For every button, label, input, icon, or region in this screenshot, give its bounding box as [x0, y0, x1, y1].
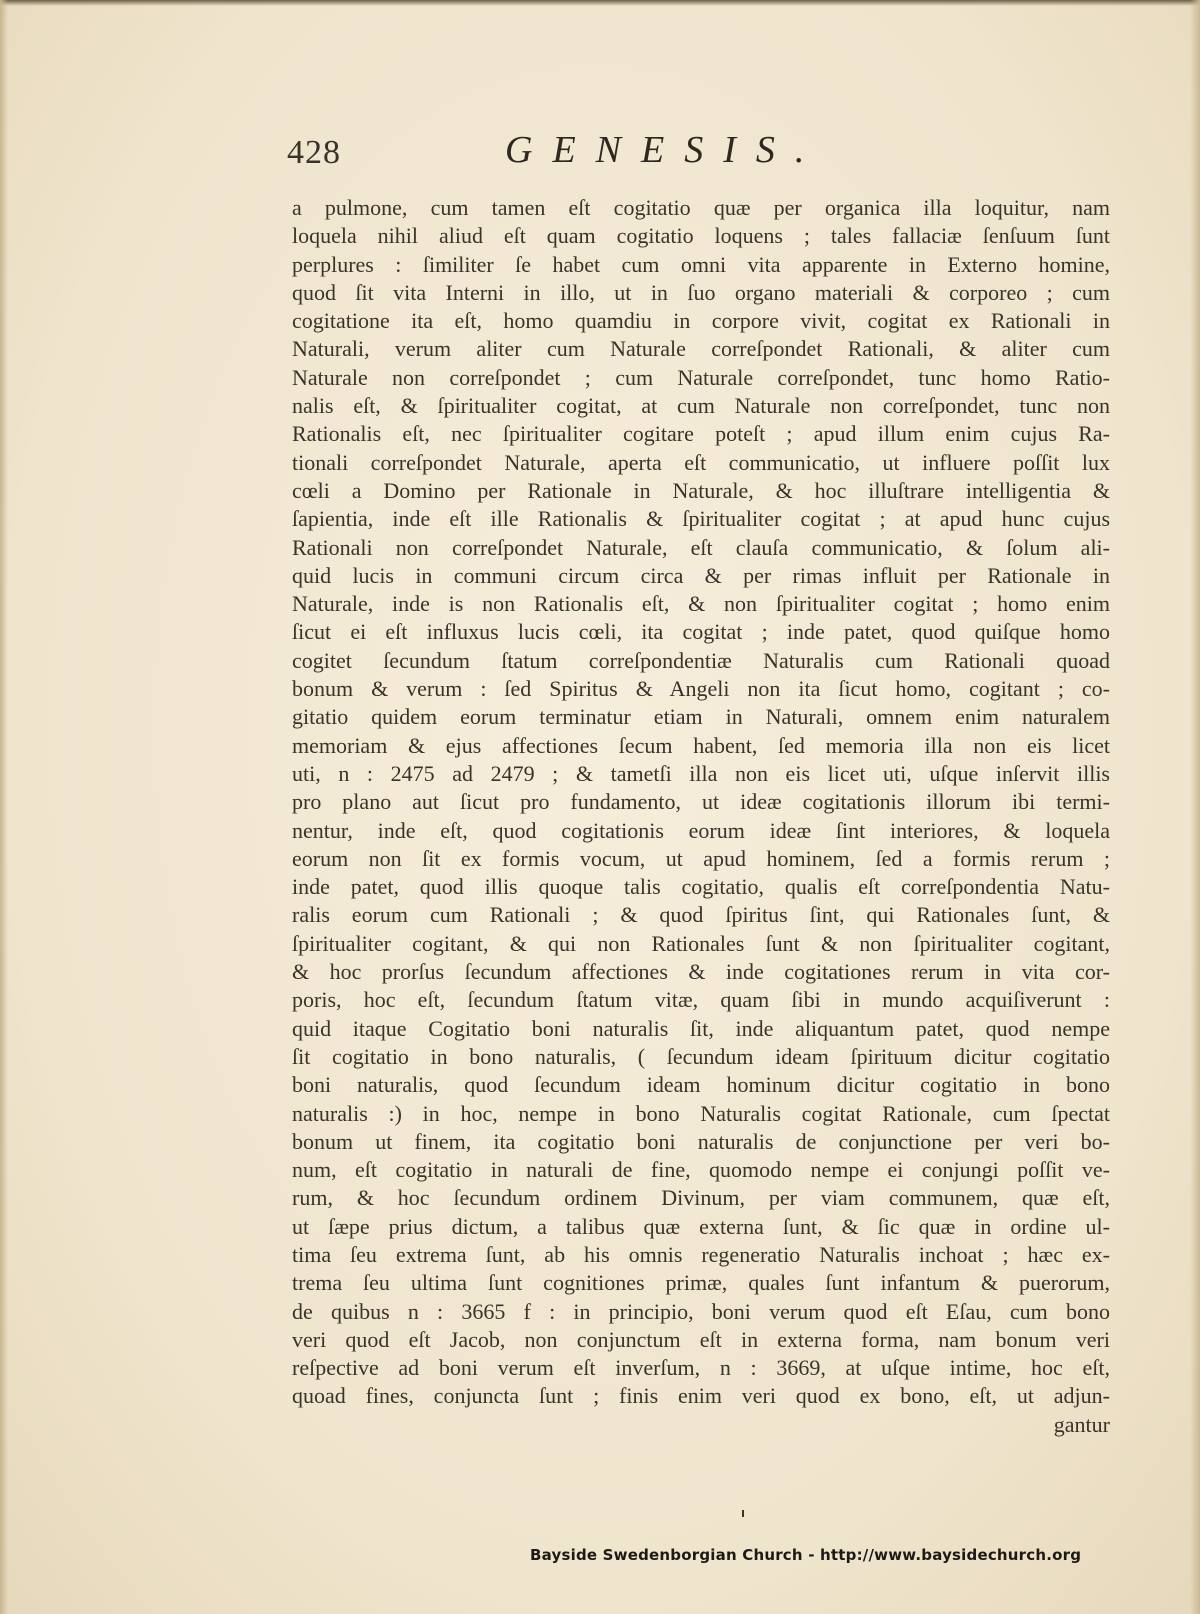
- catchword: gantur: [1053, 1411, 1110, 1437]
- text-line: & hoc prorſus ſecundum affectiones & inde cogitationes rerum in vita cor-: [292, 959, 1110, 985]
- footer-credit: Bayside Swedenborgian Church - http://www.baysidechurch.org: [530, 1546, 1082, 1564]
- text-line: ſit cogitatio in bono naturalis, ( ſecundum ideam ſpirituum dicitur cogitatio: [292, 1043, 1110, 1069]
- page-number: 428: [287, 134, 341, 171]
- ink-speck: [742, 1510, 744, 1517]
- text-line: quid itaque Cogitatio boni naturalis ſit, inde aliquantum patet, quod nempe: [292, 1015, 1110, 1041]
- text-line: Naturali, verum aliter cum Naturale correſpondet Rationali, & aliter cum: [292, 336, 1110, 362]
- text-line: perplures : ſimiliter ſe habet cum omni vita apparente in Externo homine,: [292, 251, 1110, 277]
- text-line: tima ſeu extrema ſunt, ab his omnis regeneratio Naturalis inchoat ; hæc ex-: [292, 1241, 1110, 1267]
- text-line: tionali correſpondet Naturale, aperta eſt communicatio, ut influere poſſit lux: [292, 449, 1110, 475]
- text-line: memoriam & ejus affectiones ſecum habent, ſed memoria illa non eis licet: [292, 732, 1110, 758]
- text-line: pro plano aut ſicut pro fundamento, ut ideæ cogitationis illorum ibi termi-: [292, 789, 1110, 815]
- page-top-shadow: [0, 0, 1200, 6]
- body-text: [292, 194, 1110, 1439]
- text-line: Rationali non correſpondet Naturale, eſt clauſa communicatio, & ſolum ali-: [292, 534, 1110, 560]
- text-line: naturalis :) in hoc, nempe in bono Naturalis cogitat Rationale, cum ſpectat: [292, 1100, 1110, 1126]
- text-line: trema ſeu ultima ſunt cognitiones primæ, quales ſunt infantum & puerorum,: [292, 1270, 1110, 1296]
- text-line: quid lucis in communi circum circa & per rimas influit per Rationale in: [292, 562, 1110, 588]
- text-line: poris, hoc eſt, ſecundum ſtatum vitæ, quam ſibi in mundo acquiſiverunt :: [292, 987, 1110, 1013]
- text-line: ralis eorum cum Rationali ; & quod ſpiritus ſint, qui Rationales ſunt, &: [292, 902, 1110, 928]
- text-line: cogitet ſecundum ſtatum correſpondentiæ Naturalis cum Rationali quoad: [292, 647, 1110, 673]
- text-line: cogitatione ita eſt, homo quamdiu in corpore vivit, cogitat ex Rationali in: [292, 308, 1110, 334]
- text-line: ſpiritualiter cogitant, & qui non Rationales ſunt & non ſpiritualiter cogitant,: [292, 930, 1110, 956]
- text-line: uti, n : 2475 ad 2479 ; & tametſi illa non eis licet uti, uſque inſervit illis: [292, 760, 1110, 786]
- page-left-shadow: [0, 0, 8, 1614]
- text-line: bonum & verum : ſed Spiritus & Angeli non ita ſicut homo, cogitant ; co-: [292, 676, 1110, 702]
- text-line: quoad fines, conjuncta ſunt ; finis enim veri quod ex bono, eſt, ut adjun-: [292, 1383, 1110, 1409]
- text-line: num, eſt cogitatio in naturali de fine, quomodo nempe ei conjungi poſſit ve-: [292, 1157, 1110, 1183]
- text-line: bonum ut finem, ita cogitatio boni naturalis de conjunctione per veri bo-: [292, 1128, 1110, 1154]
- running-head-title: GENESIS.: [505, 129, 825, 171]
- text-line: nalis eſt, & ſpiritualiter cogitat, at cum Naturale non correſpondet, tunc non: [292, 393, 1110, 419]
- text-line: Rationalis eſt, nec ſpiritualiter cogitare poteſt ; apud illum enim cujus Ra-: [292, 421, 1110, 447]
- text-line: quod ſit vita Interni in illo, ut in ſuo organo materiali & corporeo ; cum: [292, 279, 1110, 305]
- text-line: ut ſæpe prius dictum, a talibus quæ externa ſunt, & ſic quæ in ordine ul-: [292, 1213, 1110, 1239]
- text-line: reſpective ad boni verum eſt inverſum, n : 3669, at uſque intime, hoc eſt,: [292, 1355, 1110, 1381]
- text-line: veri quod eſt Jacob, non conjunctum eſt in externa forma, nam bonum veri: [292, 1326, 1110, 1352]
- text-line: ſapientia, inde eſt ille Rationalis & ſpiritualiter cogitat ; at apud hunc cujus: [292, 506, 1110, 532]
- text-line: boni naturalis, quod ſecundum ideam hominum dicitur cogitatio in bono: [292, 1072, 1110, 1098]
- text-line: rum, & hoc ſecundum ordinem Divinum, per viam communem, quæ eſt,: [292, 1185, 1110, 1211]
- text-line: Naturale non correſpondet ; cum Naturale correſpondet, tunc homo Ratio-: [292, 364, 1110, 390]
- text-line: a pulmone, cum tamen eſt cogitatio quæ per organica illa loquitur, nam: [292, 195, 1110, 220]
- text-line: eorum non ſit ex formis vocum, ut apud hominem, ſed a formis rerum ;: [292, 845, 1110, 871]
- text-line: de quibus n : 3665 f : in principio, boni verum quod eſt Eſau, cum bono: [292, 1298, 1110, 1324]
- page-right-shadow: [1190, 0, 1200, 1614]
- text-line: ſicut ei eſt influxus lucis cœli, ita cogitat ; inde patet, quod quiſque homo: [292, 619, 1110, 645]
- text-line: loquela nihil aliud eſt quam cogitatio loquens ; tales fallaciæ ſenſuum ſunt: [292, 223, 1110, 249]
- text-line: nentur, inde eſt, quod cogitationis eorum ideæ ſint interiores, & loquela: [292, 817, 1110, 843]
- text-line: Naturale, inde is non Rationalis eſt, & non ſpiritualiter cogitat ; homo enim: [292, 591, 1110, 617]
- text-line: gitatio quidem eorum terminatur etiam in Naturali, omnem enim naturalem: [292, 704, 1110, 730]
- text-line: inde patet, quod illis quoque talis cogitatio, qualis eſt correſpondentia Natu-: [292, 874, 1110, 900]
- text-line: cœli a Domino per Rationale in Naturale, & hoc illuſtrare intelligentia &: [292, 477, 1110, 503]
